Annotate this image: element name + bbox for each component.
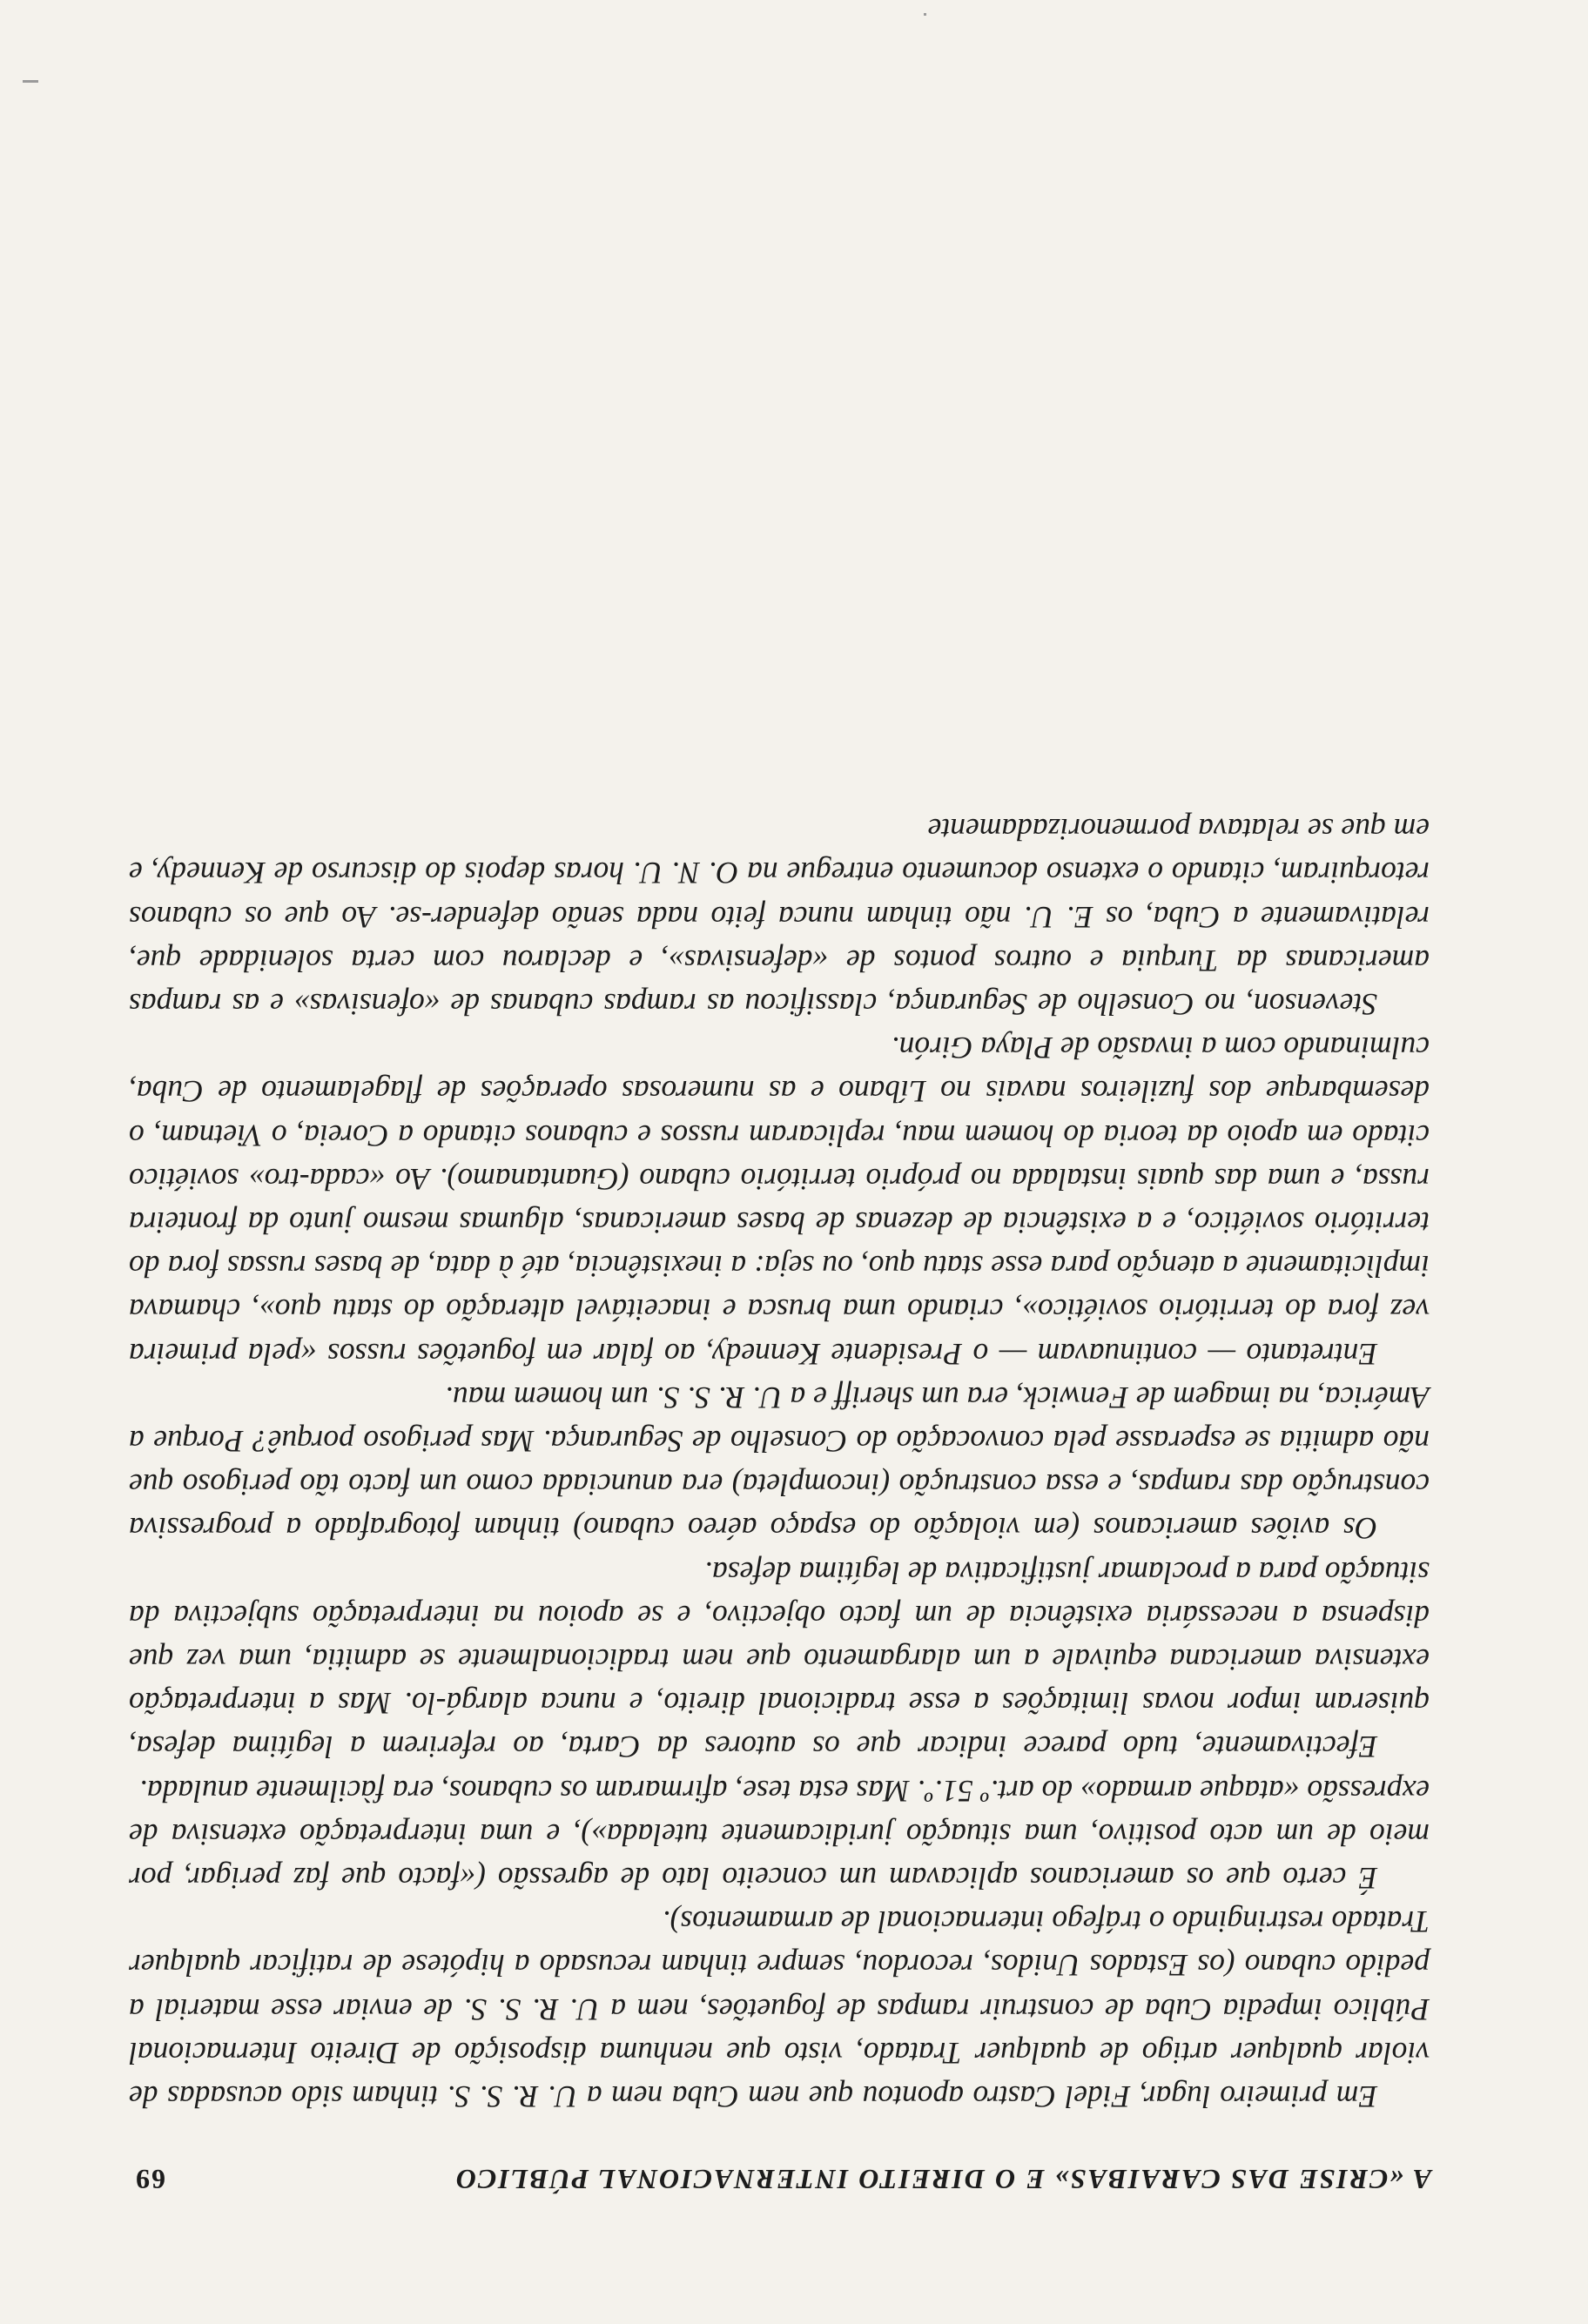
paragraph: Os aviões americanos (em violação do espaço aéreo cubano) tinham fotografado a progressiva construção das rampas, e essa construção (incompleta) era anunciada como um facto tão perigoso que não admitia se esperasse pela convocação do Conselho de Segurança. Mas perigoso porquê? Porque a América, na imagem de Fenwick, era um sheriff e a U. R. S. S. um homem mau. bbox=[129, 1380, 1430, 1547]
paragraph: Em primeiro lugar, Fidel Castro apontou que nem Cuba nem a U. R. S. S. tinham sido acusadas de violar qualquer artigo de qualquer Tratado, visto que nenhuma disposição de Direito Internacional Público impedia Cuba de construir rampas de foguetões, nem a U. R. S. S. de enviar esse material a pedido cubano (os Estados Unidos, recordou, sempre tinham recusado a hipótese de ratificar qualquer Tratado restringindo o tráfego internacional de armamentos). bbox=[129, 1904, 1430, 2114]
paragraph: É certo que os americanos aplicavam um conceito lato de agressão («facto que faz perigar, por meio de um acto positivo, uma situação juridicamente tutelada»), e uma interpretação extensiva de expressão «ataque armado» do art.º 51.º. Mas esta tese, afirmaram os cubanos, era fàcilmente anulada. bbox=[129, 1773, 1430, 1896]
paragraph: Entretanto — continuavam — o Presidente Kennedy, ao falar em foguetões russos «pela primeira vez fora do território soviético», criando uma brusca e inaceitável alteração do statu quo», chamava implìcitamente a atenção para esse statu quo, ou seja: a inexistência, até à data, de bases russas fora do território soviético, e a existência de dezenas de bases americanas, algumas mesmo junto da fronteira russa, e uma das quais instalada no próprio território cubano (Guantanamo). Ao «cada-tro» soviético citado em apoio da teoria do homem mau, replicaram russos e cubanos citando a Coreia, o Vietnam, o desembarque dos fuzileiros navais no Líbano e as numerosas operações de flagelamento de Cuba, culminando com a invasão de Playa Girón. bbox=[129, 1031, 1430, 1372]
scan-speck bbox=[23, 80, 38, 83]
paragraph: Stevenson, no Conselho de Segurança, classificou as rampas cubanas de «ofensivas» e as rampas americanas da Turquia e outros pontos de «defensivas», e declarou com certa solenidade que, relativamente a Cuba, os E. U. não tinham nunca feito nada senão defender-se. Ao que os cubanos retorquiram, citando o extenso documento entregue na O. N. U. horas depois do discurso de Kennedy, e em que se relatava pormenorizadamente bbox=[129, 812, 1430, 1022]
page-number: 69 bbox=[134, 2164, 165, 2195]
running-head-title: A «CRISE DAS CARAIBAS» E O DIREITO INTERNACIONAL PÚBLICO bbox=[454, 2164, 1431, 2195]
scan-speck bbox=[924, 13, 926, 16]
body-text bbox=[129, 808, 1430, 2119]
paragraph: Efectivamente, tudo parece indicar que os autores da Carta, ao referirem a legítima defesa, quiseram impor novas limitações a esse tradicional direito, e nunca alargá-lo. Mas a interpretação extensiva americana equivale a um alargamento que nem tradicionalmente se admitia, uma vez que dispensa a necessária existência de um facto objectivo, e se apoiou na interpretação subjectiva da situação para a proclamar justificativa de legítima defesa. bbox=[129, 1555, 1430, 1765]
running-head bbox=[134, 2163, 1431, 2195]
